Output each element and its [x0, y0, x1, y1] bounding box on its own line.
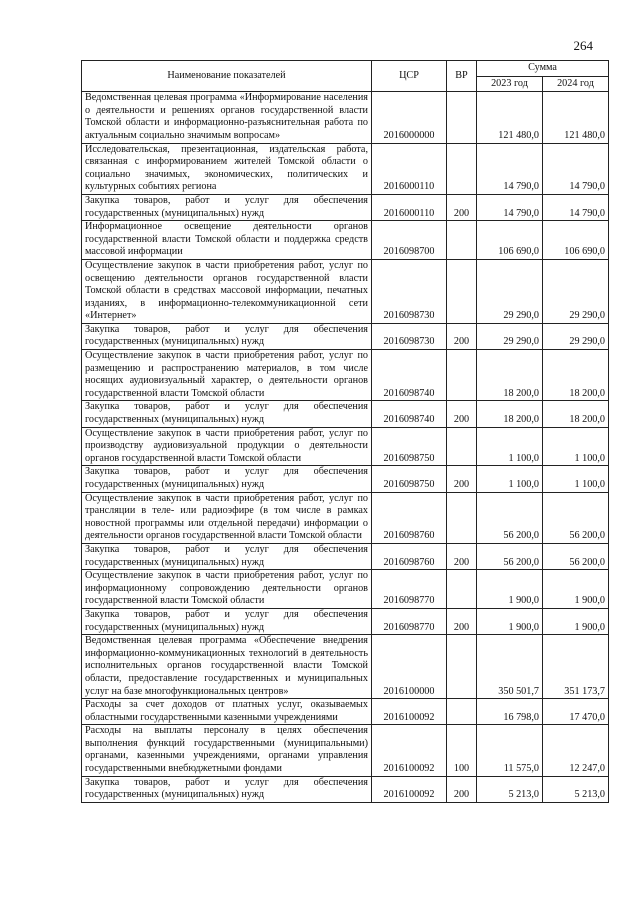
row-csr-code: 2016100092 — [372, 699, 447, 725]
row-amount-2024: 14 790,0 — [543, 194, 609, 220]
row-amount-2024: 1 100,0 — [543, 427, 609, 466]
row-name: Исследовательская, презентационная, издательская работа, связанная с информированием жителей Томской области о социально значимых, экономических, политических и культурных событиях региона — [82, 143, 372, 194]
table-body — [82, 92, 609, 803]
row-amount-2024: 29 290,0 — [543, 323, 609, 349]
header-name: Наименование показателей — [82, 61, 372, 92]
table-row — [82, 221, 609, 260]
row-amount-2023: 1 900,0 — [477, 570, 543, 609]
row-csr-code: 2016098770 — [372, 608, 447, 634]
row-amount-2023: 18 200,0 — [477, 350, 543, 401]
table-row — [82, 92, 609, 143]
row-vr-code — [447, 570, 477, 609]
row-vr-code: 200 — [447, 194, 477, 220]
row-name: Информационное освещение деятельности органов государственной власти Томской области и поддержка средств массовой информации — [82, 221, 372, 260]
row-name: Расходы за счет доходов от платных услуг, оказываемых областными государственными казенными учреждениями — [82, 699, 372, 725]
row-amount-2024: 106 690,0 — [543, 221, 609, 260]
row-amount-2023: 14 790,0 — [477, 143, 543, 194]
row-name: Расходы на выплаты персоналу в целях обеспечения выполнения функций государственными (муниципальными) органами, казенными учреждениями, органами управления государственными внебюджетными фондами — [82, 725, 372, 776]
table-row — [82, 776, 609, 802]
row-csr-code: 2016000110 — [372, 143, 447, 194]
table-row — [82, 699, 609, 725]
row-amount-2024: 1 900,0 — [543, 608, 609, 634]
row-amount-2023: 1 900,0 — [477, 608, 543, 634]
row-amount-2024: 17 470,0 — [543, 699, 609, 725]
table-row — [82, 608, 609, 634]
row-name: Закупка товаров, работ и услуг для обеспечения государственных (муниципальных) нужд — [82, 776, 372, 802]
row-vr-code — [447, 427, 477, 466]
header-csr: ЦСР — [372, 61, 447, 92]
row-csr-code: 2016098730 — [372, 323, 447, 349]
table-row — [82, 194, 609, 220]
row-amount-2023: 29 290,0 — [477, 259, 543, 323]
row-name: Закупка товаров, работ и услуг для обеспечения государственных (муниципальных) нужд — [82, 608, 372, 634]
row-vr-code — [447, 259, 477, 323]
row-csr-code: 2016100000 — [372, 635, 447, 699]
row-amount-2024: 12 247,0 — [543, 725, 609, 776]
row-vr-code — [447, 699, 477, 725]
table-row — [82, 570, 609, 609]
table-row — [82, 543, 609, 569]
header-vr: ВР — [447, 61, 477, 92]
table-row — [82, 323, 609, 349]
row-amount-2023: 1 100,0 — [477, 427, 543, 466]
row-vr-code: 100 — [447, 725, 477, 776]
row-csr-code: 2016000000 — [372, 92, 447, 143]
row-amount-2023: 5 213,0 — [477, 776, 543, 802]
header-year-2024: 2024 год — [543, 76, 609, 92]
row-amount-2024: 5 213,0 — [543, 776, 609, 802]
row-amount-2024: 56 200,0 — [543, 492, 609, 543]
row-csr-code: 2016098760 — [372, 543, 447, 569]
table-row — [82, 143, 609, 194]
row-amount-2023: 56 200,0 — [477, 543, 543, 569]
table-row — [82, 401, 609, 427]
row-amount-2023: 350 501,7 — [477, 635, 543, 699]
table-row — [82, 492, 609, 543]
row-vr-code — [447, 221, 477, 260]
row-vr-code: 200 — [447, 608, 477, 634]
row-amount-2023: 121 480,0 — [477, 92, 543, 143]
table-row — [82, 259, 609, 323]
row-amount-2023: 56 200,0 — [477, 492, 543, 543]
row-csr-code: 2016098700 — [372, 221, 447, 260]
row-csr-code: 2016098740 — [372, 350, 447, 401]
row-csr-code: 2016098750 — [372, 466, 447, 492]
table-header — [82, 61, 609, 92]
row-csr-code: 2016098770 — [372, 570, 447, 609]
table-row — [82, 466, 609, 492]
row-name: Закупка товаров, работ и услуг для обеспечения государственных (муниципальных) нужд — [82, 194, 372, 220]
row-name: Ведомственная целевая программа «Информирование населения о деятельности и решениях органов государственной власти Томской области и информационно-разъяснительная работа по актуальным социально значимым вопросам» — [82, 92, 372, 143]
row-amount-2023: 16 798,0 — [477, 699, 543, 725]
row-name: Осуществление закупок в части приобретения работ, услуг по трансляции в теле- или радиоэфире (в том числе в рамках новостной программы или отдельной передачи) информации о деятельности органов государственной власти Томской области — [82, 492, 372, 543]
row-amount-2023: 1 100,0 — [477, 466, 543, 492]
table-row — [82, 350, 609, 401]
header-year-2023: 2023 год — [477, 76, 543, 92]
row-name: Осуществление закупок в части приобретения работ, услуг по производству аудиовизуальной продукции о деятельности органов государственной власти Томской области — [82, 427, 372, 466]
table-row — [82, 427, 609, 466]
row-amount-2024: 29 290,0 — [543, 259, 609, 323]
row-csr-code: 2016000110 — [372, 194, 447, 220]
row-name: Ведомственная целевая программа «Обеспечение внедрения информационно-коммуникационных технологий в деятельность исполнительных органов государственной власти Томской области, предоставление государственных и муниципальных услуг на базе многофункциональных центров» — [82, 635, 372, 699]
row-csr-code: 2016098740 — [372, 401, 447, 427]
row-name: Закупка товаров, работ и услуг для обеспечения государственных (муниципальных) нужд — [82, 323, 372, 349]
row-name: Осуществление закупок в части приобретения работ, услуг по освещению деятельности органов государственной власти Томской области в средствах массовой информации, печатных изданиях, в информационно-телекоммуникационной сети «Интернет» — [82, 259, 372, 323]
row-vr-code: 200 — [447, 776, 477, 802]
row-csr-code: 2016098760 — [372, 492, 447, 543]
table-row — [82, 725, 609, 776]
row-csr-code: 2016100092 — [372, 725, 447, 776]
row-amount-2024: 18 200,0 — [543, 350, 609, 401]
row-amount-2024: 1 900,0 — [543, 570, 609, 609]
row-amount-2023: 106 690,0 — [477, 221, 543, 260]
row-vr-code — [447, 143, 477, 194]
row-amount-2024: 14 790,0 — [543, 143, 609, 194]
row-amount-2023: 18 200,0 — [477, 401, 543, 427]
row-amount-2024: 351 173,7 — [543, 635, 609, 699]
row-vr-code — [447, 350, 477, 401]
row-name: Закупка товаров, работ и услуг для обеспечения государственных (муниципальных) нужд — [82, 543, 372, 569]
row-csr-code: 2016100092 — [372, 776, 447, 802]
row-name: Закупка товаров, работ и услуг для обеспечения государственных (муниципальных) нужд — [82, 466, 372, 492]
row-vr-code: 200 — [447, 466, 477, 492]
header-sum: Сумма — [477, 61, 609, 77]
row-vr-code — [447, 492, 477, 543]
row-vr-code: 200 — [447, 323, 477, 349]
table-row — [82, 635, 609, 699]
row-amount-2024: 1 100,0 — [543, 466, 609, 492]
row-name: Закупка товаров, работ и услуг для обеспечения государственных (муниципальных) нужд — [82, 401, 372, 427]
row-amount-2024: 18 200,0 — [543, 401, 609, 427]
row-vr-code: 200 — [447, 401, 477, 427]
row-amount-2024: 121 480,0 — [543, 92, 609, 143]
row-vr-code: 200 — [447, 543, 477, 569]
row-amount-2023: 29 290,0 — [477, 323, 543, 349]
row-name: Осуществление закупок в части приобретения работ, услуг по информационному сопровождению деятельности органов государственной власти Томской области — [82, 570, 372, 609]
row-csr-code: 2016098730 — [372, 259, 447, 323]
page-number: 264 — [573, 38, 593, 53]
row-amount-2023: 14 790,0 — [477, 194, 543, 220]
row-vr-code — [447, 635, 477, 699]
row-csr-code: 2016098750 — [372, 427, 447, 466]
row-amount-2023: 11 575,0 — [477, 725, 543, 776]
row-amount-2024: 56 200,0 — [543, 543, 609, 569]
row-name: Осуществление закупок в части приобретения работ, услуг по размещению и распространению материалов, в том числе носящих аудиовизуальный характер, о деятельности органов государственной власти Томской области — [82, 350, 372, 401]
row-vr-code — [447, 92, 477, 143]
budget-table — [81, 60, 609, 803]
